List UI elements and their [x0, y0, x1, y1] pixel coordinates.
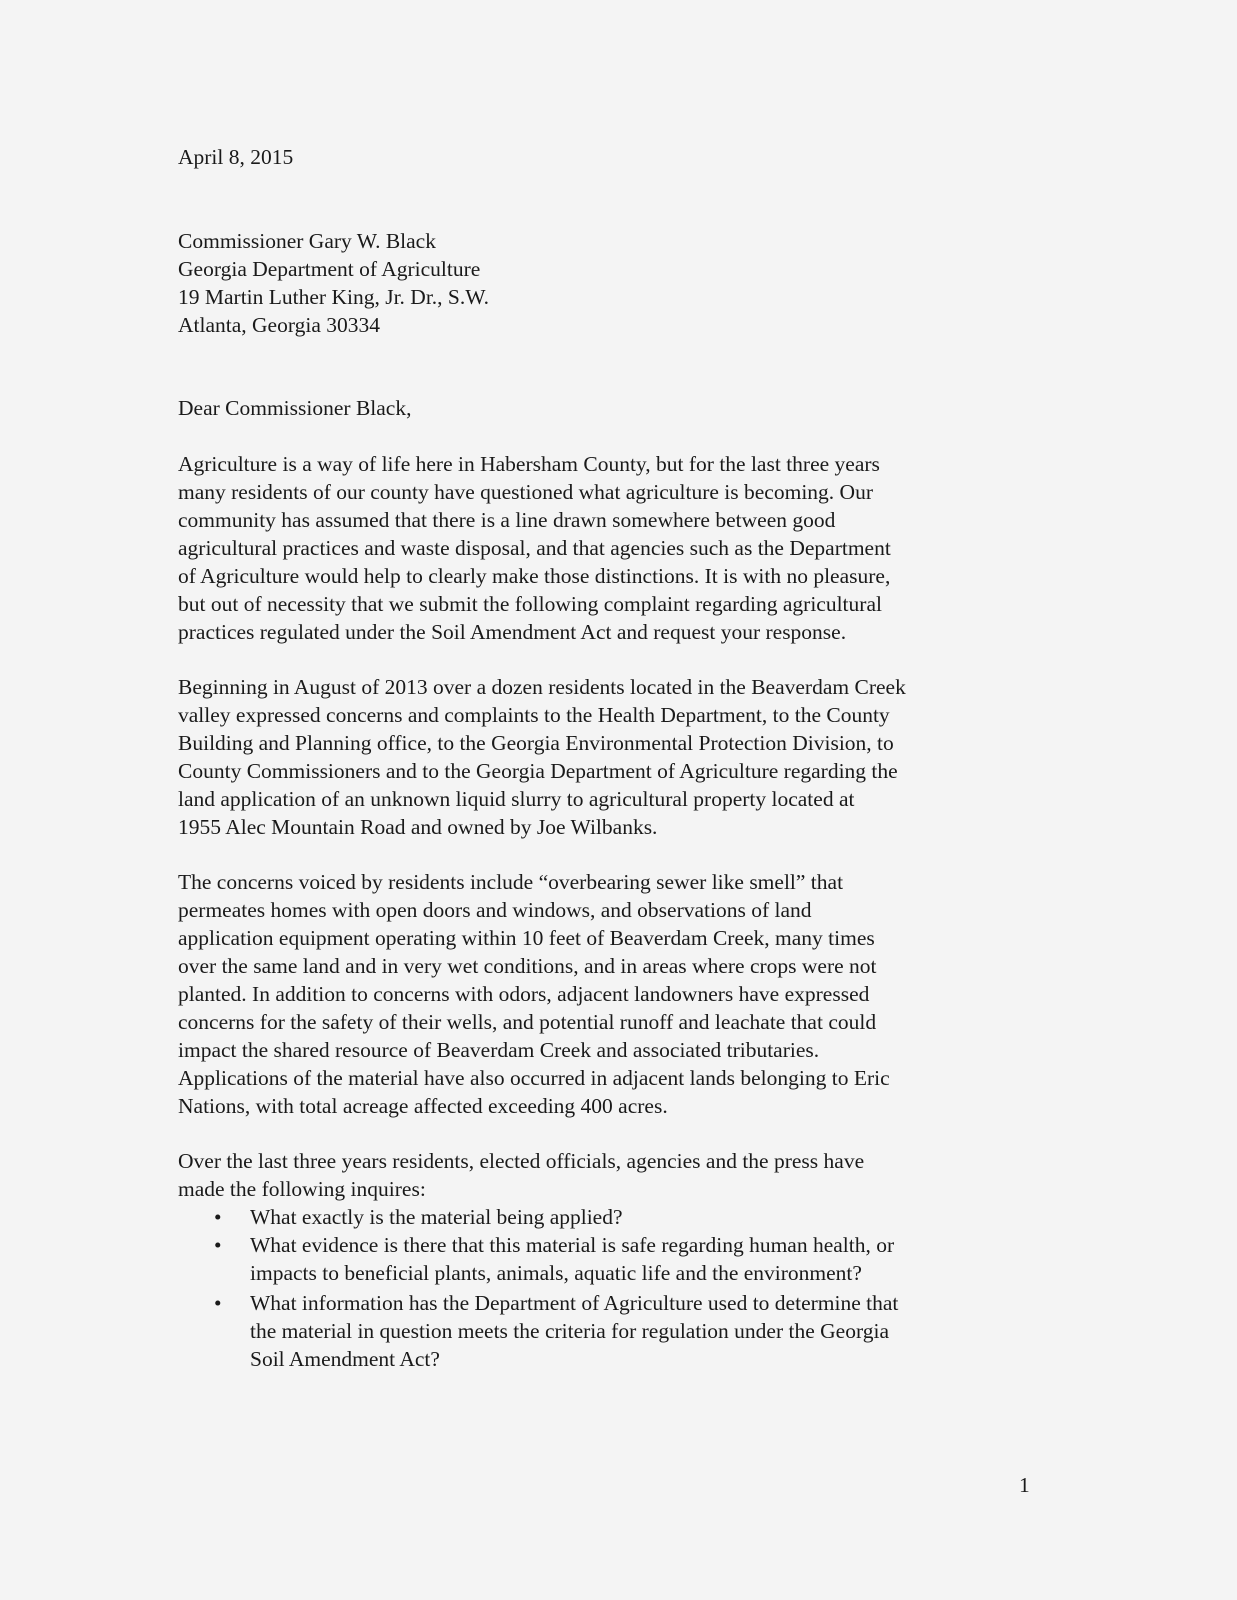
paragraph-line: County Commissioners and to the Georgia Department of Agriculture regarding the: [178, 759, 898, 783]
paragraph-4: [178, 1147, 864, 1203]
address-line: Georgia Department of Agriculture: [178, 257, 481, 281]
bullet-item: [178, 1289, 898, 1373]
bullet-line: What exactly is the material being applied?: [250, 1205, 623, 1229]
paragraph-1: [178, 450, 891, 646]
bullet-line: Soil Amendment Act?: [250, 1347, 440, 1371]
paragraph-line: planted. In addition to concerns with odors, adjacent landowners have expressed: [178, 982, 870, 1006]
bullet-icon: •: [214, 1291, 222, 1315]
paragraph-line: Nations, with total acreage affected exceeding 400 acres.: [178, 1094, 668, 1118]
bullet-item: [178, 1203, 898, 1231]
paragraph-line: practices regulated under the Soil Amendment Act and request your response.: [178, 620, 847, 644]
paragraph-line: made the following inquires:: [178, 1177, 426, 1201]
address-line: Commissioner Gary W. Black: [178, 229, 436, 253]
paragraph-line: The concerns voiced by residents include “overbearing sewer like smell” that: [178, 870, 844, 894]
salutation: Dear Commissioner Black,: [178, 396, 412, 420]
address-line: Atlanta, Georgia 30334: [178, 313, 381, 337]
paragraph-line: agricultural practices and waste disposal, and that agencies such as the Department: [178, 536, 891, 560]
paragraph-line: community has assumed that there is a line drawn somewhere between good: [178, 508, 836, 532]
paragraph-line: over the same land and in very wet conditions, and in areas where crops were not: [178, 954, 877, 978]
paragraph-line: concerns for the safety of their wells, and potential runoff and leachate that could: [178, 1010, 877, 1034]
paragraph-line: valley expressed concerns and complaints to the Health Department, to the County: [178, 703, 890, 727]
paragraph-line: Agriculture is a way of life here in Habersham County, but for the last three years: [178, 452, 880, 476]
bullet-line: What information has the Department of Agriculture used to determine that: [250, 1291, 899, 1315]
paragraph-line: impact the shared resource of Beaverdam Creek and associated tributaries.: [178, 1038, 820, 1062]
bullet-item: [178, 1231, 898, 1287]
inquiry-list: [178, 1203, 898, 1373]
recipient-address: [178, 227, 489, 339]
address-line: 19 Martin Luther King, Jr. Dr., S.W.: [178, 285, 489, 309]
paragraph-line: Beginning in August of 2013 over a dozen residents located in the Beaverdam Creek: [178, 675, 906, 699]
paragraph-3: [178, 868, 890, 1120]
bullet-icon: •: [214, 1233, 222, 1257]
paragraph-line: application equipment operating within 10 feet of Beaverdam Creek, many times: [178, 926, 875, 950]
paragraph-line: land application of an unknown liquid slurry to agricultural property located at: [178, 787, 855, 811]
bullet-icon: •: [214, 1205, 222, 1229]
paragraph-line: 1955 Alec Mountain Road and owned by Joe Wilbanks.: [178, 815, 658, 839]
paragraph-line: of Agriculture would help to clearly make those distinctions. It is with no pleasure,: [178, 564, 891, 588]
paragraph-2: [178, 673, 906, 841]
bullet-line: What evidence is there that this material is safe regarding human health, or: [250, 1233, 895, 1257]
paragraph-line: Building and Planning office, to the Georgia Environmental Protection Division, to: [178, 731, 894, 755]
paragraph-line: many residents of our county have questioned what agriculture is becoming. Our: [178, 480, 873, 504]
bullet-line: the material in question meets the criteria for regulation under the Georgia: [250, 1319, 889, 1343]
paragraph-line: Applications of the material have also occurred in adjacent lands belonging to Eric: [178, 1066, 890, 1090]
bullet-line: impacts to beneficial plants, animals, aquatic life and the environment?: [250, 1261, 862, 1285]
paragraph-line: permeates homes with open doors and windows, and observations of land: [178, 898, 812, 922]
letter-date: April 8, 2015: [178, 145, 294, 169]
page-number: 1: [1019, 1473, 1030, 1497]
paragraph-line: Over the last three years residents, elected officials, agencies and the press have: [178, 1149, 865, 1173]
paragraph-line: but out of necessity that we submit the following complaint regarding agricultural: [178, 592, 882, 616]
